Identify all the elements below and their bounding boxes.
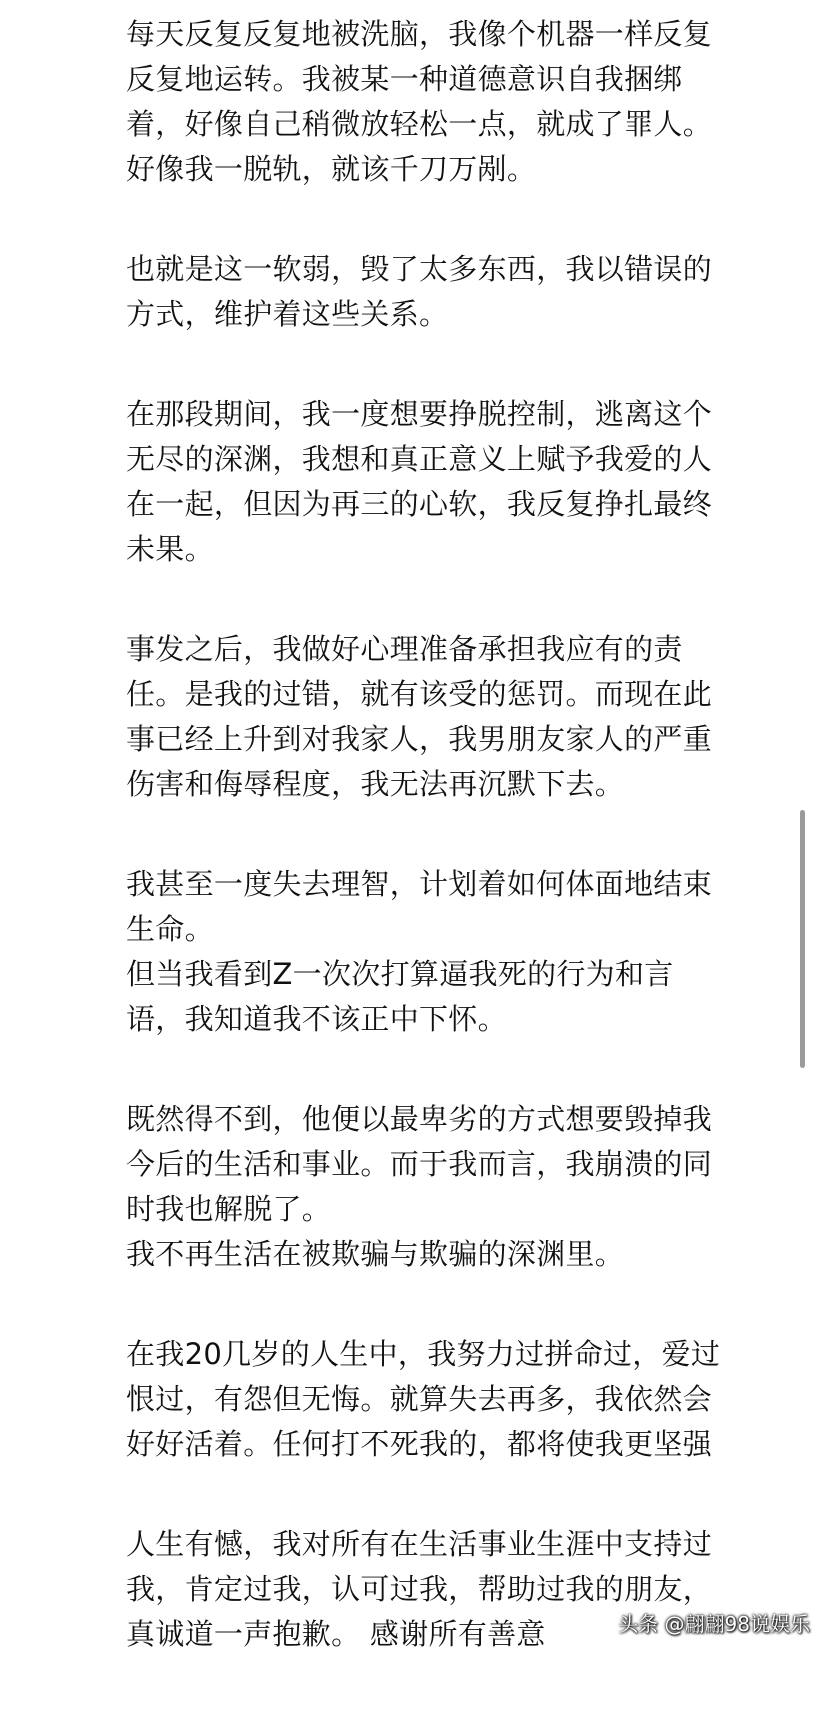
paragraph: [126, 862, 766, 1042]
text-line: 反复地运转。我被某一种道德意识自我捆绑: [126, 62, 683, 96]
text-line: 既然得不到，他便以最卑劣的方式想要毁掉我: [126, 1102, 713, 1136]
text-line: 着，好像自己稍微放轻松一点，就成了罪人。: [126, 107, 713, 141]
scrollbar-thumb[interactable]: [800, 810, 805, 1068]
paragraph: [126, 392, 766, 572]
text-line: 也就是这一软弱，毁了太多东西，我以错误的: [126, 252, 713, 286]
text-line: 我不再生活在被欺骗与欺骗的深渊里。: [126, 1237, 625, 1271]
text-line: 我甚至一度失去理智，计划着如何体面地结束: [126, 867, 713, 901]
text-line: 任。是我的过错，就有该受的惩罚。而现在此: [126, 677, 713, 711]
text-line: 好好活着。任何打不死我的，都将使我更坚强: [126, 1427, 713, 1461]
text-line: 好像我一脱轨，就该千刀万剐。: [126, 152, 537, 186]
text-line: 语，我知道我不该正中下怀。: [126, 1002, 507, 1036]
paragraph: [126, 1097, 766, 1277]
text-line: 在我20几岁的人生中，我努力过拼命过，爱过: [126, 1337, 721, 1371]
text-line: 每天反复反复地被洗脑，我像个机器一样反复: [126, 17, 713, 51]
paragraph: [126, 627, 766, 807]
text-line: 今后的生活和事业。而于我而言，我崩溃的同: [126, 1147, 713, 1181]
text-line: 事已经上升到对我家人，我男朋友家人的严重: [126, 722, 713, 756]
text-line: 未果。: [126, 532, 214, 566]
text-line: 真诚道一声抱歉。 感谢所有善意: [126, 1617, 546, 1651]
text-line: 方式，维护着这些关系。: [126, 297, 449, 331]
text-line: 人生有憾，我对所有在生活事业生涯中支持过: [126, 1527, 713, 1561]
text-line: 在那段期间，我一度想要挣脱控制，逃离这个: [126, 397, 713, 431]
text-line: 无尽的深渊，我想和真正意义上赋予我爱的人: [126, 442, 713, 476]
text-line: 但当我看到Z一次次打算逼我死的行为和言: [126, 957, 674, 991]
text-line: 我，肯定过我，认可过我，帮助过我的朋友，: [126, 1572, 713, 1606]
text-line: 伤害和侮辱程度，我无法再沉默下去。: [126, 767, 625, 801]
note-body: [126, 12, 766, 1712]
paragraph: [126, 1332, 766, 1467]
text-line: 时我也解脱了。: [126, 1192, 332, 1226]
paragraph: [126, 12, 766, 192]
text-line: 恨过，有怨但无悔。就算失去再多，我依然会: [126, 1382, 713, 1416]
paragraph: [126, 247, 766, 337]
text-line: 生命。: [126, 912, 214, 946]
watermark: 头条 @翩翩98说娱乐: [618, 1612, 810, 1636]
text-line: 事发之后，我做好心理准备承担我应有的责: [126, 632, 683, 666]
text-line: 在一起，但因为再三的心软，我反复挣扎最终: [126, 487, 713, 521]
